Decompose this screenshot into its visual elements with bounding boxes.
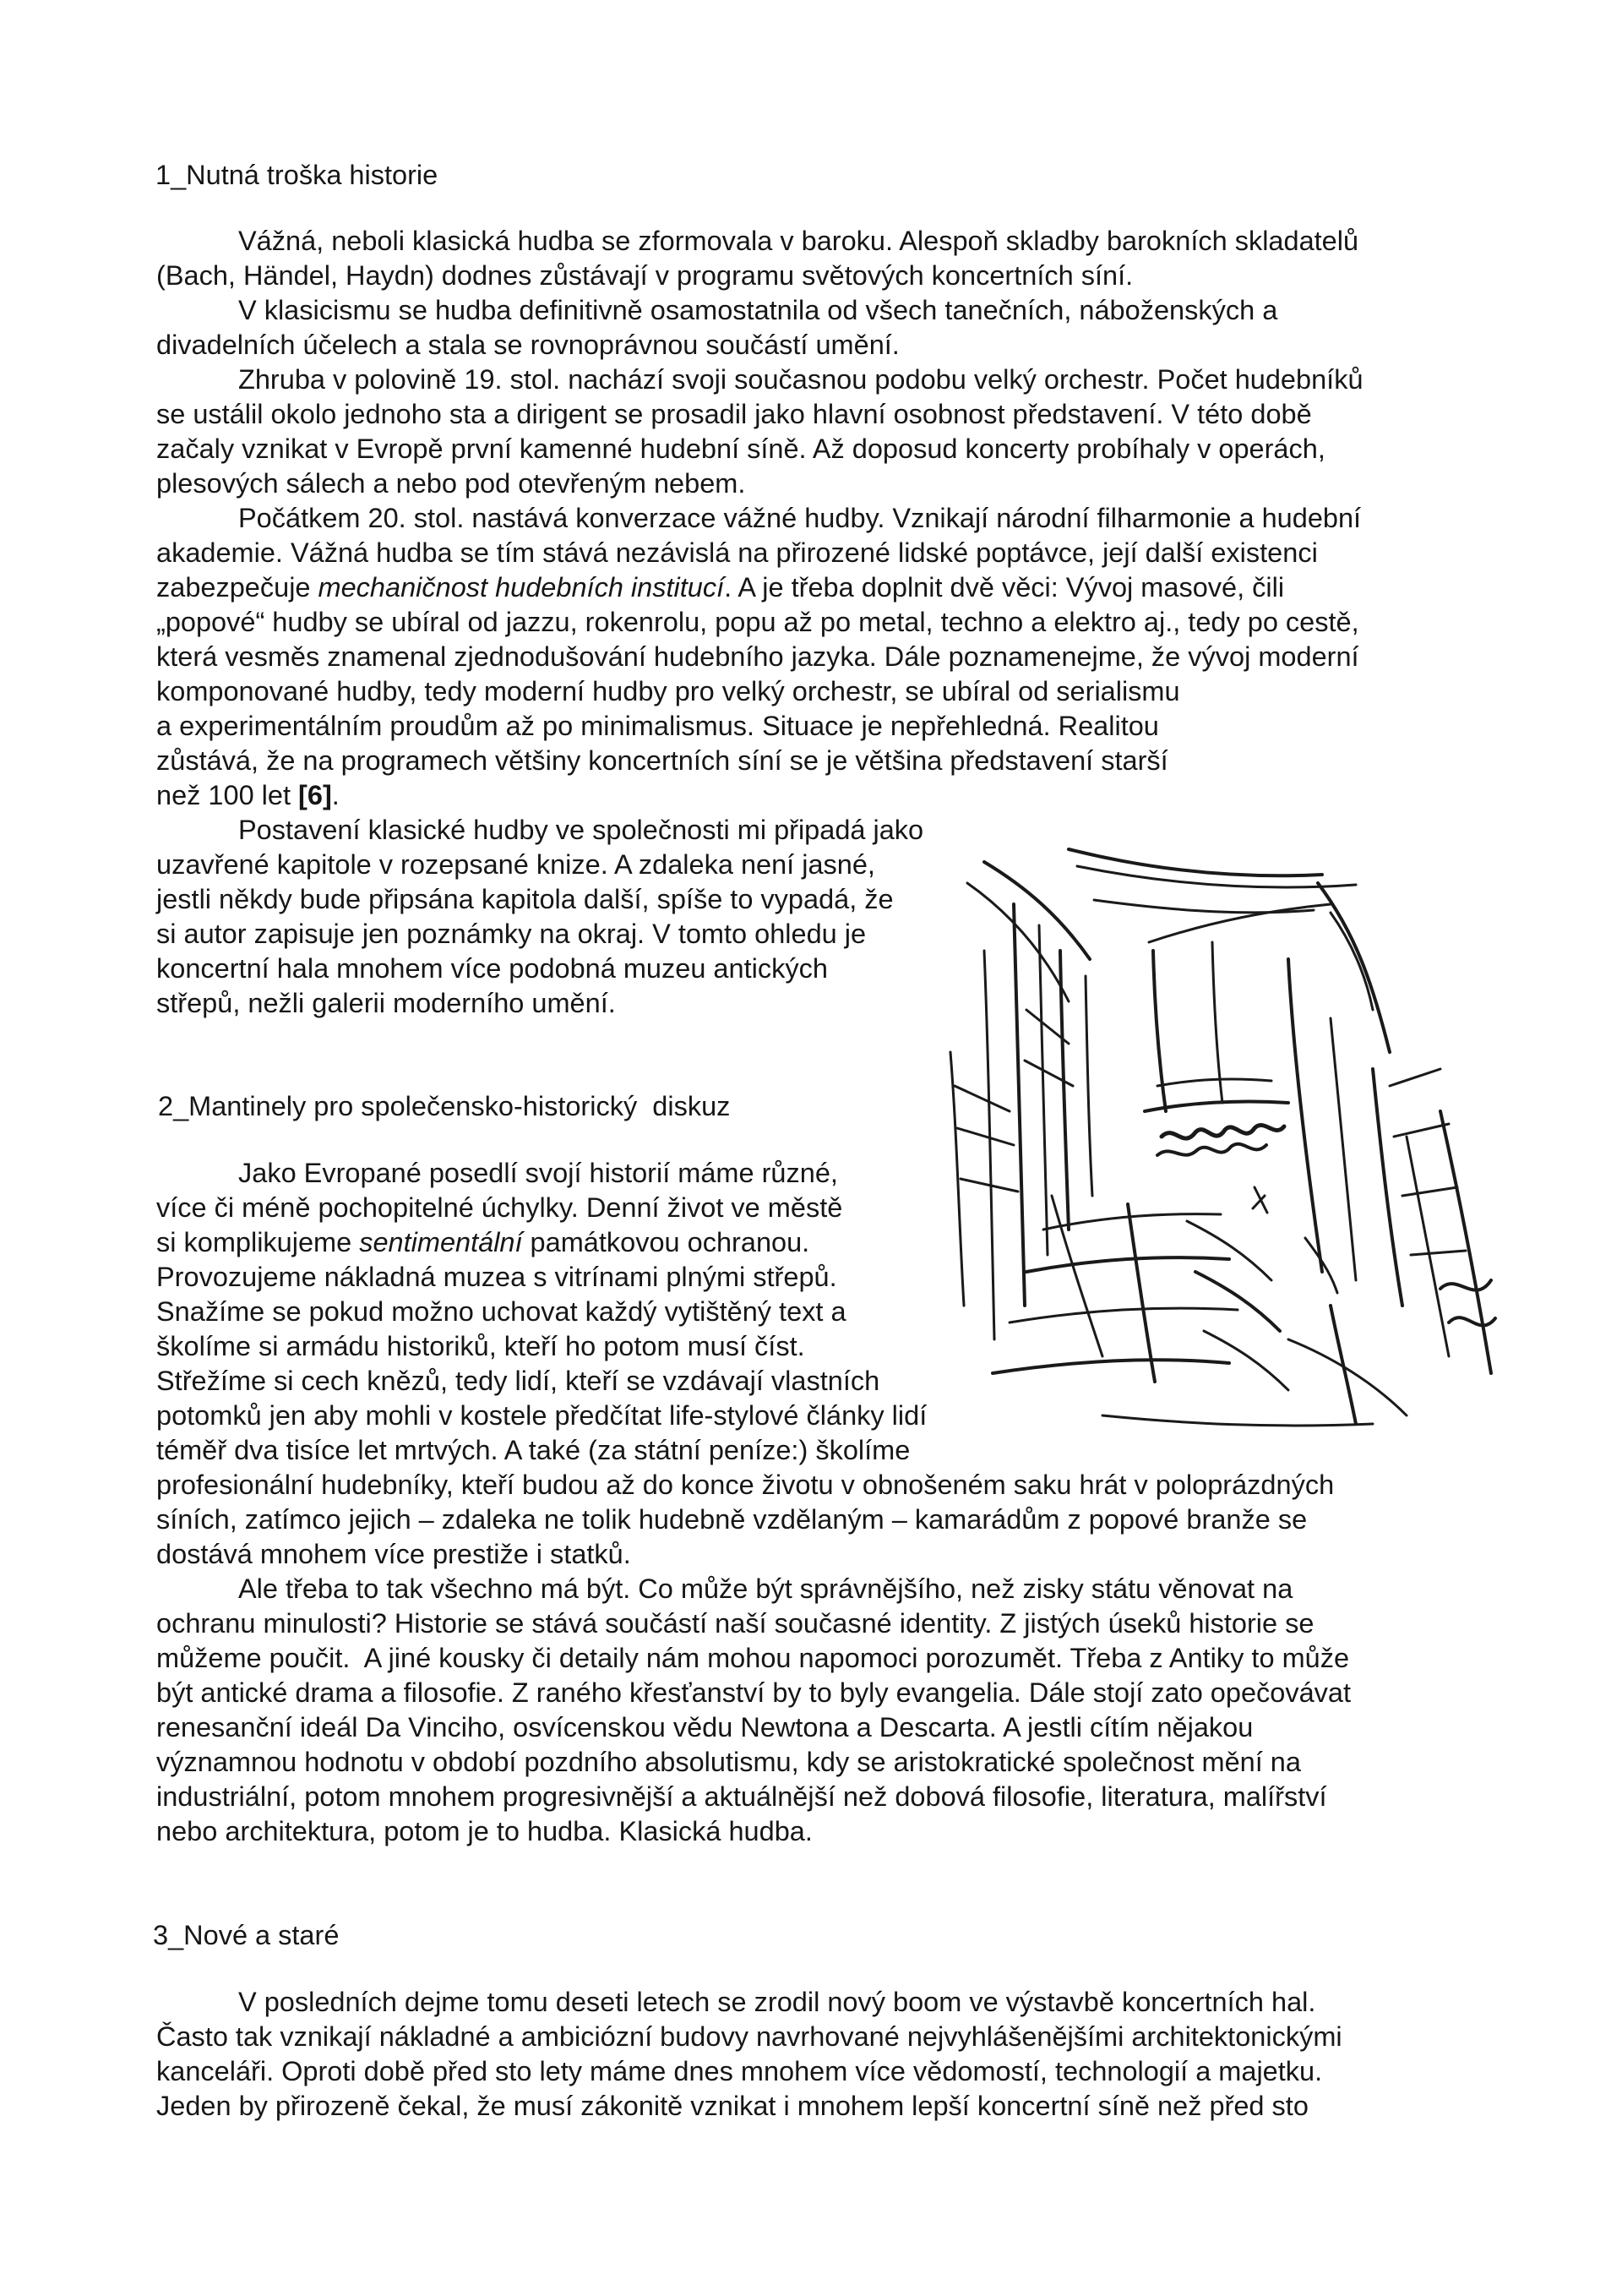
paragraph-line: komponované hudby, tedy moderní hudby pro velký orchestr, se ubíral od serialismu (156, 676, 1180, 706)
paragraph-line: Postavení klasické hudby ve společnosti mi připadá jako (238, 815, 924, 845)
paragraph-line: se ustálil okolo jednoho sta a dirigent se prosadil jako hlavní osobnost představení. V této době (156, 399, 1312, 429)
text-run: památkovou ochranou. (522, 1227, 810, 1257)
paragraph-line (156, 778, 340, 812)
paragraph-line: Snažíme se pokud možno uchovat každý vytištěný text a (156, 1296, 846, 1327)
concert-hall-sketch-icon (933, 832, 1508, 1458)
paragraph-line (156, 570, 1284, 604)
paragraph-line: Jeden by přirozeně čekal, že musí zákonitě vznikat i mnohem lepší koncertní síně než před sto (156, 2091, 1309, 2121)
section-heading-new-and-old: 3_Nové a staré (153, 1920, 340, 1950)
paragraph-line: Vážná, neboli klasická hudba se zformovala v baroku. Alespoň skladby barokních skladatelů (238, 226, 1359, 256)
paragraph-line: potomků jen aby mohli v kostele předčítat life-stylové články lidí (156, 1400, 928, 1431)
paragraph-line: nebo architektura, potom je to hudba. Klasická hudba. (156, 1816, 813, 1846)
paragraph-line: a experimentálním proudům až po minimalismus. Situace je nepřehledná. Realitou (156, 711, 1159, 741)
citation-reference: [6] (298, 780, 332, 810)
paragraph-line: zůstává, že na programech většiny koncertních síní se je většina představení starší (156, 745, 1168, 776)
paragraph-line: profesionální hudebníky, kteří budou až do konce životu v obnošeném saku hrát v poloprázdných (156, 1470, 1335, 1500)
text-run: si komplikujeme (156, 1227, 360, 1257)
paragraph-line: Ale třeba to tak všechno má být. Co může být správnějšího, než zisky státu věnovat na (238, 1573, 1293, 1604)
section-heading-boundaries: 2_Mantinely pro společensko-historický diskuz (158, 1091, 731, 1121)
paragraph-line: začaly vznikat v Evropě první kamenné hudební síně. Až doposud koncerty probíhaly v operách, (156, 434, 1325, 464)
paragraph-line: si autor zapisuje jen poznámky na okraj. V tomto ohledu je (156, 919, 867, 949)
paragraph-line: V posledních dejme tomu deseti letech se zrodil nový boom ve výstavbě koncertních hal. (238, 1987, 1316, 2017)
paragraph-line: Počátkem 20. stol. nastává konverzace vážné hudby. Vznikají národní filharmonie a hudební (238, 503, 1362, 533)
paragraph-line: Často tak vznikají nákladné a ambiciózní budovy navrhované nejvyhlášenějšími architektonickými (156, 2021, 1342, 2052)
paragraph-line: významnou hodnotu v období pozdního absolutismu, kdy se aristokratické společnost mění na (156, 1747, 1301, 1777)
emphasis-text: mechaničnost hudebních institucí (318, 572, 725, 603)
paragraph-line: koncertní hala mnohem více podobná muzeu antických (156, 953, 828, 984)
paragraph-line: akademie. Vážná hudba se tím stává nezávislá na přirozené lidské poptávce, její další existenci (156, 537, 1318, 568)
paragraph-line: být antické drama a filosofie. Z raného křesťanství by to byly evangelia. Dále stojí zato opečovávat (156, 1677, 1352, 1708)
paragraph-line: plesových sálech a nebo pod otevřeným nebem. (156, 468, 746, 499)
paragraph-line: ochranu minulosti? Historie se stává součástí naší současné identity. Z jistých úseků historie se (156, 1608, 1314, 1639)
paragraph-line: síních, zatímco jejich – zdaleka ne tolik hudebně vzdělaným – kamarádům z popové branže se (156, 1504, 1308, 1535)
paragraph-line: více či méně pochopitelné úchylky. Denní život ve městě (156, 1192, 843, 1223)
paragraph-line: V klasicismu se hudba definitivně osamostatnila od všech tanečních, náboženských a (238, 295, 1278, 325)
text-run: zabezpečuje (156, 572, 318, 603)
paragraph-line: uzavřené kapitole v rozepsané knize. A zdaleka není jasné, (156, 849, 875, 880)
paragraph-line: renesanční ideál Da Vinciho, osvícenskou vědu Newtona a Descarta. A jestli cítím nějakou (156, 1712, 1254, 1742)
paragraph-line: divadelních účelech a stala se rovnoprávnou součástí umění. (156, 330, 900, 360)
section-heading-history: 1_Nutná troška historie (155, 160, 438, 190)
paragraph-line: Střežíme si cech knězů, tedy lidí, kteří se vzdávají vlastních (156, 1366, 880, 1396)
text-run: než 100 let (156, 780, 299, 810)
paragraph-line: Jako Evropané posedlí svojí historií máme různé, (238, 1158, 838, 1188)
paragraph-line: kanceláři. Oproti době před sto lety máme dnes mnohem více vědomostí, technologií a majetku. (156, 2056, 1323, 2086)
paragraph-line: střepů, nežli galerii moderního umění. (156, 988, 616, 1018)
paragraph-line: jestli někdy bude připsána kapitola další, spíše to vypadá, že (156, 884, 894, 914)
paragraph-line: dostává mnohem více prestiže i statků. (156, 1539, 631, 1569)
paragraph-line: Provozujeme nákladná muzea s vitrínami plnými střepů. (156, 1262, 837, 1292)
emphasis-text: sentimentální (359, 1227, 523, 1257)
paragraph-line: téměř dva tisíce let mrtvých. A také (za státní peníze:) školíme (156, 1435, 911, 1465)
text-run: . (331, 780, 340, 810)
paragraph-line: „popové“ hudby se ubíral od jazzu, rokenrolu, popu až po metal, techno a elektro aj., tedy po cestě, (156, 607, 1359, 637)
paragraph-line (156, 1225, 809, 1259)
paragraph-line: industriální, potom mnohem progresivnější a aktuálnější než dobová filosofie, literatura, malířství (156, 1781, 1327, 1812)
text-run: . A je třeba doplnit dvě věci: Vývoj masové, čili (724, 572, 1285, 603)
paragraph-line: (Bach, Händel, Haydn) dodnes zůstávají v programu světových koncertních síní. (156, 260, 1134, 291)
paragraph-line: můžeme poučit. A jiné kousky či detaily nám mohou napomoci porozumět. Třeba z Antiky to může (156, 1643, 1350, 1673)
paragraph-line: Zhruba v polovině 19. stol. nachází svoji současnou podobu velký orchestr. Počet hudebníků (238, 364, 1363, 395)
paragraph-line: školíme si armádu historiků, kteří ho potom musí číst. (156, 1331, 805, 1361)
paragraph-line: která vesměs znamenal zjednodušování hudebního jazyka. Dále poznamenejme, že vývoj moderní (156, 641, 1359, 672)
